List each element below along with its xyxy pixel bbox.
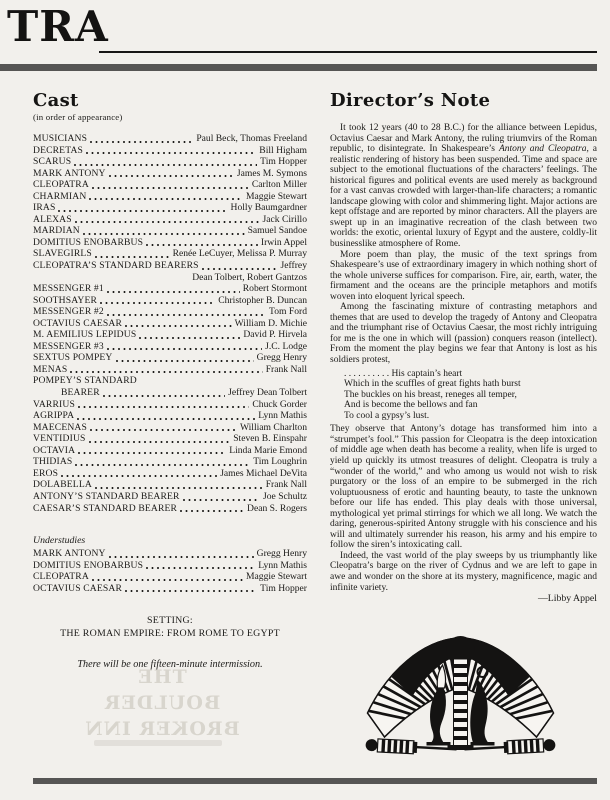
winged-scarab-emblem bbox=[358, 633, 563, 759]
showthrough-line: THE BOULDER bbox=[103, 666, 221, 714]
page-showthrough-text bbox=[76, 664, 248, 742]
cast-subtitle: (in order of appearance) bbox=[33, 112, 123, 122]
cast-row: CAESAR’S STANDARD BEARER Dean S. Rogers bbox=[33, 502, 307, 514]
cast-row: OCTAVIUS CAESAR Tim Hopper bbox=[33, 582, 307, 594]
cast-row: ANTONY’S STANDARD BEARER Joe Schultz bbox=[33, 490, 307, 502]
setting-block bbox=[33, 615, 307, 640]
cast-row: SCARUS Tim Hopper bbox=[33, 156, 307, 168]
note-paragraph: It took 12 years (40 to 28 B.C.) for the alliance between Lepidus, Octavius Caesar and Mark Antony, the ruling triumvirs of the Roman republic, to disintegrate. In Shakespeare’s Antony and Cleopatra, a realistic rendering of history has been suspended. Time and space are subject to the emotional fluctuations of the characters’ feelings. The historical figures and political events are used merely as background for a vast canvas crowded with larger-than-life characters; a romantic landscape glowing with color and shimmering light. Major actions are kept offstage and are reported by minor characters. All the players are swept up in an imaginative recreation of the clash between two worlds: the exotic, oriental luxury of Egypt and the austere, coldly-lit businesslike atmosphere of Rome. bbox=[330, 123, 597, 250]
cast-row: CHARMIAN Maggie Stewart bbox=[33, 190, 307, 202]
cast-row: MESSENGER #1 Robert Stormont bbox=[33, 283, 307, 295]
cast-row: ALEXAS Jack Cirillo bbox=[33, 213, 307, 225]
intermission-note: There will be one fifteen-minute intermission. bbox=[77, 659, 263, 671]
directors-note-title: Director’s Note bbox=[330, 90, 491, 111]
setting-label: SETTING: bbox=[147, 615, 193, 627]
cast-row: CLEOPATRA Maggie Stewart bbox=[33, 571, 307, 583]
note-paragraph: Indeed, the vast world of the play sweeps by us triumphantly like Cleopatra’s barge on the river of Cydnus and we are left to gape in awe and wonder on the shore at its mystery, magnificence, magic and infinite variety. bbox=[330, 550, 597, 593]
cast-row: M. AEMILIUS LEPIDUS David P. Hirvela bbox=[33, 329, 307, 341]
cast-row: MARK ANTONY Gregg Henry bbox=[33, 548, 307, 560]
cast-row: OCTAVIA Linda Marie Emond bbox=[33, 444, 307, 456]
cast-row: POMPEY’S STANDARD bbox=[33, 375, 137, 387]
header-bar bbox=[0, 64, 597, 71]
cast-row: MARK ANTONY James M. Symons bbox=[33, 167, 307, 179]
cast-row: THIDIAS Tim Loughrin bbox=[33, 456, 307, 468]
cast-row: MESSENGER #2 Tom Ford bbox=[33, 306, 307, 318]
cast-row: Dean Tolbert, Robert Gantzos bbox=[192, 271, 307, 283]
understudies-title: Understudies bbox=[33, 535, 86, 547]
cast-row: IRAS Holly Baumgardner bbox=[33, 202, 307, 214]
cast-row: SOOTHSAYER Christopher B. Duncan bbox=[33, 294, 307, 306]
cast-row: CLEOPATRA’S STANDARD BEARERS Jeffrey bbox=[33, 260, 307, 272]
cast-row: DOLABELLA Frank Nall bbox=[33, 479, 307, 491]
cast-row: CLEOPATRA Carlton Miller bbox=[33, 179, 307, 191]
page-showthrough-smudge bbox=[94, 740, 222, 746]
cast-row: OCTAVIUS CAESAR William D. Michie bbox=[33, 317, 307, 329]
setting-value: THE ROMAN EMPIRE: FROM ROME TO EGYPT bbox=[60, 627, 280, 639]
cast-row: EROS James Michael DeVita bbox=[33, 467, 307, 479]
cast-row: SEXTUS POMPEY Gregg Henry bbox=[33, 352, 307, 364]
cast-row: VARRIUS Chuck Gorder bbox=[33, 398, 307, 410]
content-columns bbox=[33, 90, 597, 671]
cast-row: MUSICIANS Paul Beck, Thomas Freeland bbox=[33, 133, 307, 144]
cast-title: Cast bbox=[33, 90, 79, 111]
note-paragraph: More poem than play, the music of the text springs from Shakespeare’s use of extraordinary imagery in which nothing short of the whole universe suffices for comparison. Fire, air, earth, water, the firmament and the oceans are the principle metaphors and motifs woven into eloquent lyrical speech. bbox=[330, 249, 597, 302]
cast-row: BEARER Jeffrey Dean Tolbert bbox=[61, 387, 307, 399]
note-paragraph: Among the fascinating mixture of contrasting metaphors and themes that are used to develop the tragedy of Antony and Cleopatra and the triumphant rise of Octavius Caesar, the most richly intriguing for me is the one in which will (passion) conquers reason (intellect). From the moment the play begins we fear that Antony is lost as his soldiers protest, bbox=[330, 302, 597, 366]
masthead-title: TRA bbox=[7, 2, 109, 51]
directors-note-column bbox=[330, 90, 597, 671]
cast-row: VENTIDIUS Steven B. Einspahr bbox=[33, 433, 307, 445]
masthead-rule bbox=[99, 51, 597, 53]
cast-row: MENAS Frank Nall bbox=[33, 363, 307, 375]
left-scepter bbox=[365, 738, 457, 756]
understudy-list bbox=[33, 548, 307, 594]
cast-row: SLAVEGIRLS Renée LeCuyer, Melissa P. Murray bbox=[33, 248, 307, 260]
directors-note-body bbox=[330, 123, 597, 605]
note-paragraph: They observe that Antony’s dotage has transformed him into a “strumpet’s fool.” This passion for Cleopatra is the deep intoxication of middle age when death has become a reality, when life is urged to yield up quickly its utmost treasures of delight. Cleopatra is truly a “wonder of the world,” and who among us would not wish to risk purgatory or the loss of an empire to be submerged in the rich voluptuousness of erotic and haunting beauty, to taste the unknown before our life has ended. This play deals with those universal, mythological yet primal stirrings for which we all long. We watch the daring, generous-spirited Antony struggle with his conscience and his will and ultimately surrender his reason, his army and his empire to follow the siren’s intoxicating call. bbox=[330, 424, 597, 551]
cast-row: DOMITIUS ENOBARBUS Irwin Appel bbox=[33, 236, 307, 248]
cast-row: AGRIPPA Lynn Mathis bbox=[33, 410, 307, 422]
note-verse: . . . . . . . . . . His captain’s heart Which in the scuffles of great fights hath burst The buckles on his breast, reneges all temper, And is become the bellows and fan To cool a gypsy’s lust. bbox=[344, 368, 521, 421]
showthrough-line: BROKER INN bbox=[84, 718, 240, 740]
cast-list bbox=[33, 133, 307, 514]
cast-row: DECRETAS Bill Higham bbox=[33, 144, 307, 156]
cast-column bbox=[33, 90, 307, 671]
cast-row: MARDIAN Samuel Sandoe bbox=[33, 225, 307, 237]
cast-row: MESSENGER #3 J.C. Lodge bbox=[33, 340, 307, 352]
cast-row: MAECENAS William Charlton bbox=[33, 421, 307, 433]
footer-bar bbox=[33, 778, 597, 784]
cast-row: DOMITIUS ENOBARBUS Lynn Mathis bbox=[33, 559, 307, 571]
note-signature: —Libby Appel bbox=[537, 593, 597, 605]
